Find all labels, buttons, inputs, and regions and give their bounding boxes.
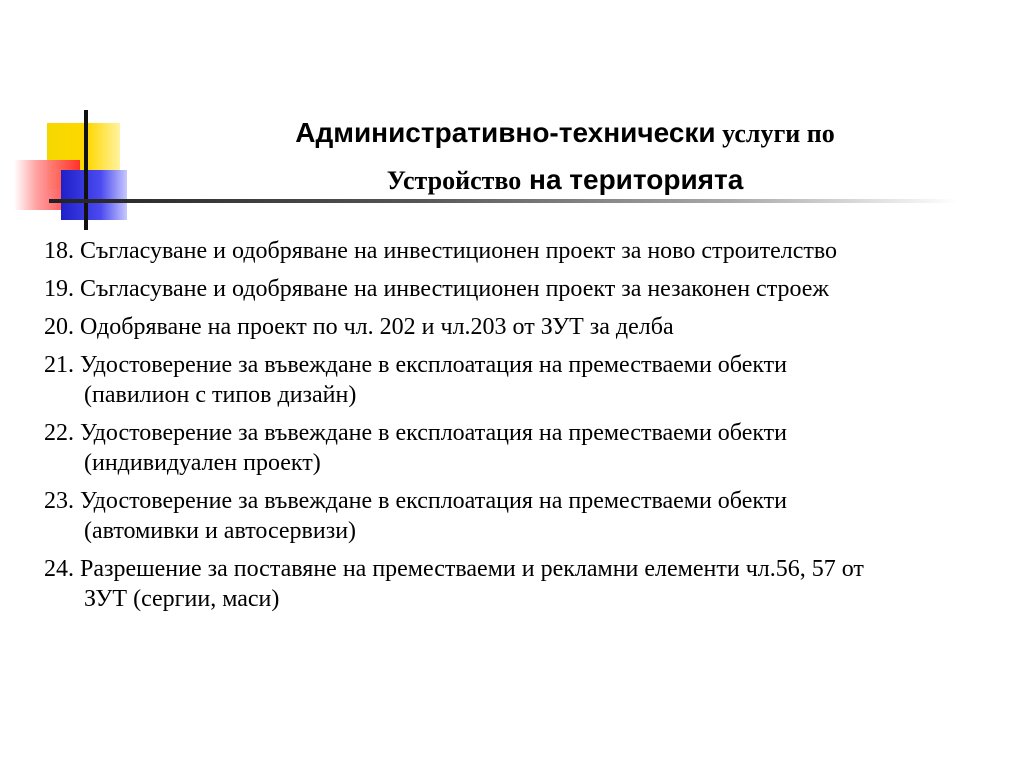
list-item: 24. Разрешение за поставяне на преместваеми и рекламни елементи чл.56, 57 от ЗУТ (сергии, маси) <box>44 556 864 612</box>
title-line-2 <box>140 159 990 206</box>
list-item: 22. Удостоверение за въвеждане в експлоатация на преместваеми обекти (индивидуален проект) <box>44 420 788 476</box>
title-line-1 <box>140 112 990 159</box>
slide-title <box>140 112 990 206</box>
services-list <box>44 236 895 622</box>
title-part-4: на територията <box>521 164 744 195</box>
blue-square-decoration <box>61 170 127 220</box>
list-item: 20. Одобряване на проект по чл. 202 и чл.203 от ЗУТ за делба <box>44 314 674 340</box>
list-item: 18. Съгласуване и одобряване на инвестиционен проект за ново строителство <box>44 238 838 264</box>
list-item: 19. Съгласуване и одобряване на инвестиционен проект за незаконен строеж <box>44 276 830 302</box>
list-item: 23. Удостоверение за въвеждане в експлоатация на преместваеми обекти (автомивки и автосервизи) <box>44 488 788 544</box>
title-part-3: Устройство <box>386 166 522 195</box>
title-part-1: Административно-технически <box>295 117 716 148</box>
list-item: 21. Удостоверение за въвеждане в експлоатация на преместваеми обекти (павилион с типов дизайн) <box>44 352 788 408</box>
title-part-2: услуги по <box>715 119 835 148</box>
vertical-line-decoration <box>84 110 88 230</box>
